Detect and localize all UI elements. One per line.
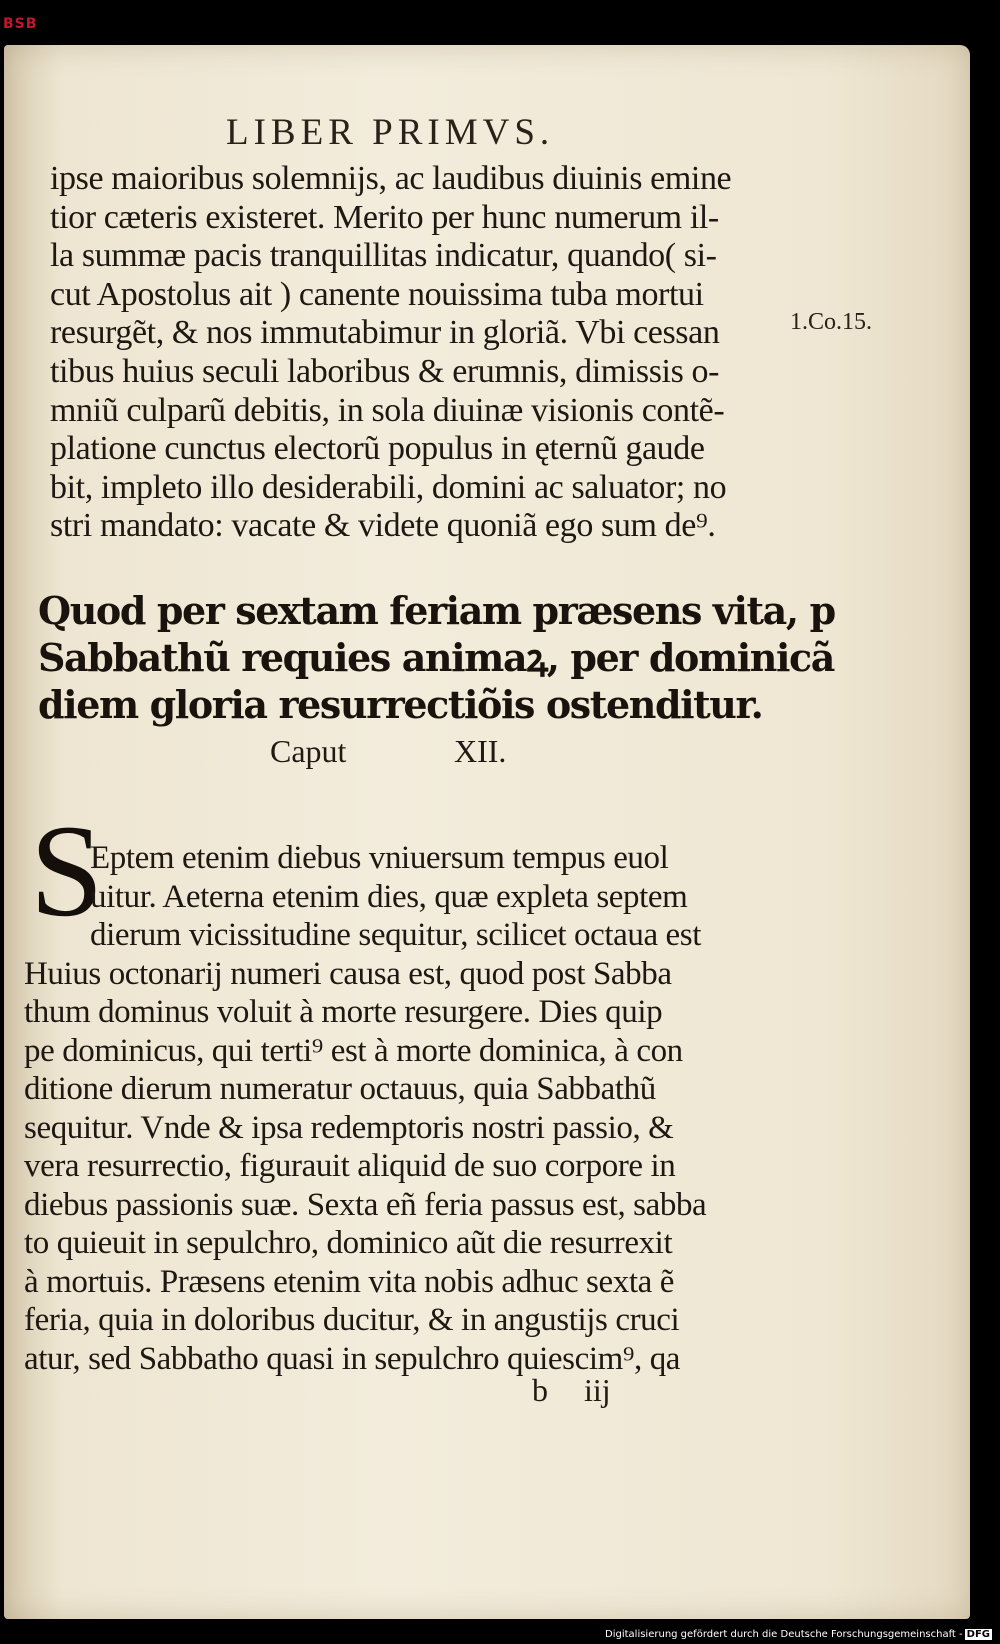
- heading-line: Sabbathũ requies animaꝝ, per dominicã: [38, 635, 835, 680]
- text-line: Eptem etenim diebus vniuersum tempus euol: [90, 840, 669, 876]
- text-line: pe dominicus, qui terti⁹ est à morte dominica, à con: [24, 1032, 683, 1069]
- text-line: cut Apostolus ait ) canente nouissima tuba mortui: [50, 275, 704, 313]
- body-text-top: [50, 160, 731, 546]
- book-page: [4, 45, 970, 1619]
- text-line: mniũ culparũ debitis, in sola diuinæ visionis contẽ-: [50, 391, 725, 429]
- text-line: diebus passionis suæ. Sexta eñ feria passus est, sabba: [24, 1186, 707, 1223]
- bsb-logo: BSB: [3, 16, 38, 32]
- text-line: to quieuit in sepulchro, dominico aũt die resurrexit: [24, 1225, 673, 1261]
- body-text-main: [24, 839, 706, 1378]
- text-line: tior cæteris existeret. Merito per hunc numerum il-: [50, 198, 719, 236]
- text-line: ditione dierum numeratur octauus, quia Sabbathũ: [24, 1071, 656, 1107]
- caput-number: XII.: [454, 733, 507, 769]
- text-line: platione cunctus electorũ populus in ęternũ gaude: [50, 430, 705, 468]
- drop-cap: S: [30, 797, 104, 944]
- text-line: bit, impleto illo desiderabili, domini ac saluator; no: [50, 468, 727, 506]
- footer-credit: [605, 1629, 992, 1640]
- text-line: feria, quia in doloribus ducitur, & in angustijs cruci: [24, 1302, 680, 1338]
- text-line: la summæ pacis tranquillitas indicatur, quando( si-: [50, 237, 717, 275]
- dfg-logo: DFG: [966, 1629, 990, 1640]
- signature-mark: b iij: [532, 1372, 611, 1408]
- running-head: LIBER PRIMVS.: [226, 112, 555, 153]
- footer-credit-text: Digitalisierung gefördert durch die Deutsche Forschungsgemeinschaft -: [605, 1629, 963, 1640]
- marginal-note: 1.Co.15.: [790, 309, 873, 335]
- text-line: vera resurrectio, figurauit aliquid de suo corpore in: [24, 1148, 676, 1184]
- text-line: uitur. Aeterna etenim dies, quæ expleta septem: [90, 878, 688, 915]
- text-line: stri mandato: vacate & videte quoniã ego sum de⁹.: [50, 507, 716, 545]
- heading-line: Quod per sextam feriam præsens vita, p: [38, 588, 835, 633]
- text-line: ipse maioribus solemnijs, ac laudibus diuinis emine: [50, 160, 732, 197]
- caput-label: Caput: [270, 733, 347, 769]
- text-line: thum dominus voluit à morte resurgere. Dies quip: [24, 994, 663, 1030]
- text-line: tibus huius seculi laboribus & erumnis, dimissis o-: [50, 352, 720, 390]
- text-line: atur, sed Sabbatho quasi in sepulchro quiescim⁹, qa: [24, 1340, 681, 1377]
- text-line: resurgẽt, & nos immutabimur in gloriã. Vbi cessan: [50, 314, 720, 352]
- text-line: à mortuis. Præsens etenim vita nobis adhuc sexta ẽ: [24, 1263, 674, 1300]
- text-line: dierum vicissitudine sequitur, scilicet octaua est: [90, 917, 702, 953]
- heading-line: diem gloria resurrectiõis ostenditur.: [38, 682, 763, 727]
- text-line: sequitur. Vnde & ipsa redemptoris nostri passio, &: [24, 1109, 674, 1146]
- text-line: Huius octonarij numeri causa est, quod post Sabba: [24, 955, 672, 992]
- chapter-heading: [38, 587, 835, 728]
